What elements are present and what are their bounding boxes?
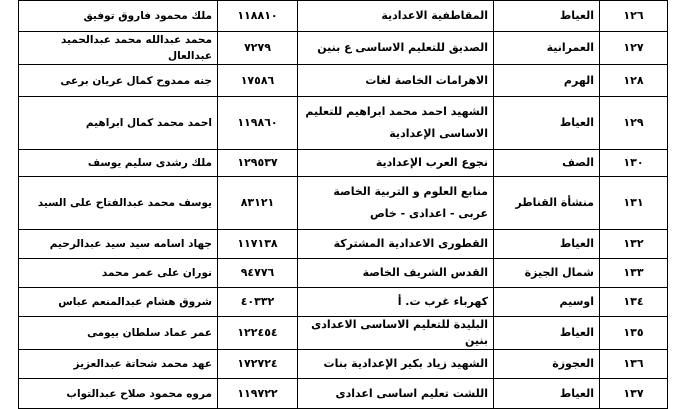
seat-number-cell: ١١٨٨١٠ — [218, 1, 298, 32]
administration-cell: الصف — [494, 150, 600, 177]
administration-cell: العياط — [494, 97, 600, 150]
seat-number-cell: ١١٩٧٢٢ — [218, 379, 298, 409]
row-number: ١٣١ — [600, 177, 668, 230]
administration-cell: اوسيم — [494, 288, 600, 317]
student-name-cell: ملك محمود فاروق توفيق — [19, 1, 218, 32]
student-name-cell: محمد عبدالله محمد عبدالحميد عبدالعال — [19, 32, 218, 65]
administration-cell: العياط — [494, 1, 600, 32]
school-cell: منابع العلوم و التربية الخاصة عربى - اعدادى - خاص — [298, 177, 494, 230]
row-number: ١٢٧ — [600, 32, 668, 65]
table-row — [19, 317, 668, 350]
row-number: ١٣٢ — [600, 230, 668, 259]
student-name-cell: جنه ممدوح كمال عريان برعى — [19, 65, 218, 97]
table-row — [19, 32, 668, 65]
seat-number-cell: ١١٩٨٦٠ — [218, 97, 298, 150]
student-name-cell: نوران على عمر محمد — [19, 259, 218, 288]
row-number: ١٢٨ — [600, 65, 668, 97]
student-name-cell: عهد محمد شحاتة عبدالعزيز — [19, 350, 218, 379]
student-name-cell: مروه محمود صلاح عبدالتواب — [19, 379, 218, 409]
seat-number-cell: ٨٣١٢١ — [218, 177, 298, 230]
results-sheet — [18, 0, 667, 409]
administration-cell: العياط — [494, 379, 600, 409]
table-row — [19, 1, 668, 32]
administration-cell: الهرم — [494, 65, 600, 97]
row-number: ١٣٧ — [600, 379, 668, 409]
table-row — [19, 259, 668, 288]
table-row — [19, 379, 668, 409]
administration-cell: شمال الجيزة — [494, 259, 600, 288]
school-cell: اللشت تعليم اساسى اعدادى — [298, 379, 494, 409]
school-cell: الشهيد احمد محمد ابراهيم للتعليم الاساسى الإعدادية — [298, 97, 494, 150]
school-cell: القدس الشريف الخاصة — [298, 259, 494, 288]
school-cell: الشهيد زياد بكير الإعدادية بنات — [298, 350, 494, 379]
row-number: ١٣٤ — [600, 288, 668, 317]
row-number: ١٣٠ — [600, 150, 668, 177]
table-row — [19, 177, 668, 230]
school-cell: القطورى الاعدادية المشتركة — [298, 230, 494, 259]
seat-number-cell: ١١٧١٣٨ — [218, 230, 298, 259]
administration-cell: العياط — [494, 317, 600, 350]
row-number: ١٢٩ — [600, 97, 668, 150]
seat-number-cell: ٤٠٣٣٢ — [218, 288, 298, 317]
administration-cell: العجوزة — [494, 350, 600, 379]
seat-number-cell: ٧٢٧٩ — [218, 32, 298, 65]
school-cell: البليدة للتعليم الاساسى الاعدادى بنين — [298, 317, 494, 350]
table-row — [19, 288, 668, 317]
student-name-cell: ملك رشدى سليم يوسف — [19, 150, 218, 177]
administration-cell: العمرانية — [494, 32, 600, 65]
seat-number-cell: ١٧٢٧٢٤ — [218, 350, 298, 379]
school-cell: الصديق للتعليم الاساسى ع بنين — [298, 32, 494, 65]
row-number: ١٢٦ — [600, 1, 668, 32]
student-name-cell: شروق هشام عبدالمنعم عباس — [19, 288, 218, 317]
table-row — [19, 150, 668, 177]
school-cell: الاهرامات الخاصة لغات — [298, 65, 494, 97]
table-row — [19, 65, 668, 97]
students-table — [18, 0, 668, 409]
administration-cell: العياط — [494, 230, 600, 259]
table-body — [19, 1, 668, 409]
row-number: ١٣٥ — [600, 317, 668, 350]
administration-cell: منشأة القناطر — [494, 177, 600, 230]
seat-number-cell: ١٧٥٨٦ — [218, 65, 298, 97]
student-name-cell: جهاد اسامه سيد سيد عبدالرحيم — [19, 230, 218, 259]
student-name-cell: احمد محمد كمال ابراهيم — [19, 97, 218, 150]
school-cell: كهرباء غرب ت. أ — [298, 288, 494, 317]
seat-number-cell: ٩٤٧٧٦ — [218, 259, 298, 288]
student-name-cell: عمر عماد سلطان بيومى — [19, 317, 218, 350]
table-row — [19, 97, 668, 150]
row-number: ١٣٣ — [600, 259, 668, 288]
seat-number-cell: ١٢٢٤٥٤ — [218, 317, 298, 350]
school-cell: المقاطفية الاعدادية — [298, 1, 494, 32]
row-number: ١٣٦ — [600, 350, 668, 379]
student-name-cell: يوسف محمد عبدالفتاح على السيد — [19, 177, 218, 230]
seat-number-cell: ١٢٩٥٣٧ — [218, 150, 298, 177]
school-cell: نجوع العرب الإعدادية — [298, 150, 494, 177]
table-row — [19, 230, 668, 259]
table-row — [19, 350, 668, 379]
